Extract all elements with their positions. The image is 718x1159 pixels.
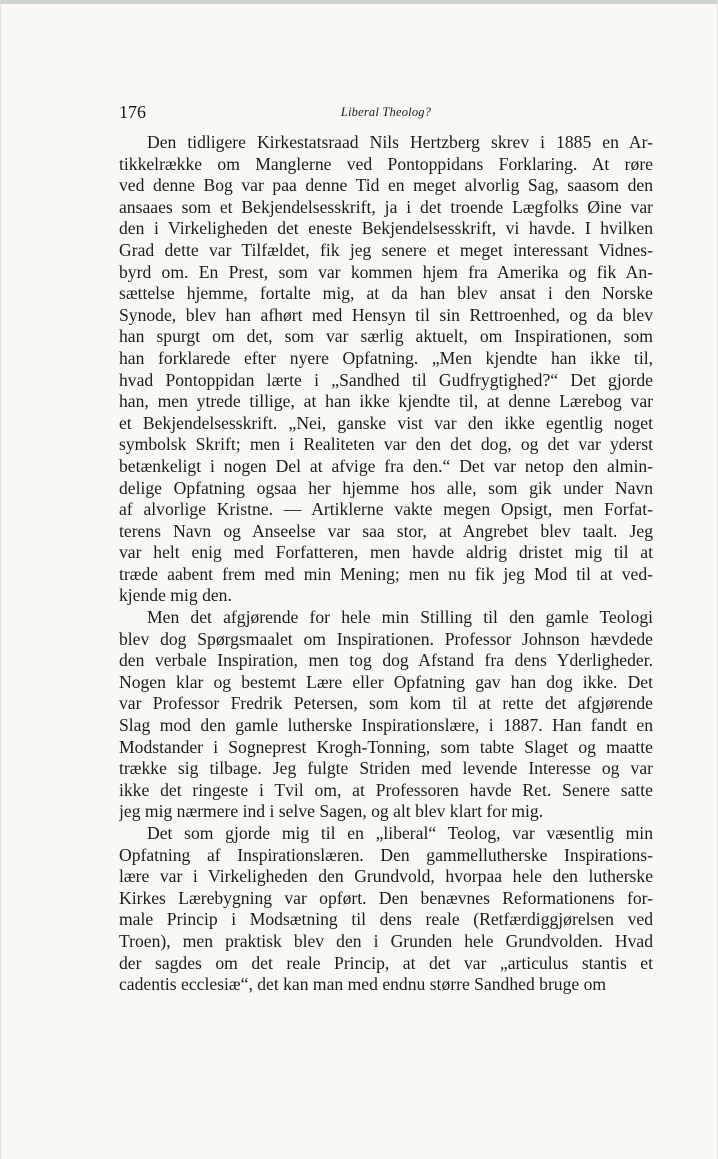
text-line: ansaaes som et Bekjendelsesskrift, ja i det troende Lægfolks Øine var [119, 196, 653, 217]
text-line: af alvorlige Kristne. — Artiklerne vakte megen Opsigt, men Forfat- [119, 499, 653, 520]
text-line: kjende mig den. [119, 585, 232, 606]
paragraph [119, 132, 653, 607]
text-line: der sagdes om det reale Princip, at det var „articulus stantis et [119, 952, 653, 973]
text-line: Slag mod den gamle lutherske Inspirationslære, i 1887. Han fandt en [119, 715, 653, 736]
page-header [119, 100, 653, 124]
text-line: betænkeligt i nogen Del at afvige fra den.“ Det var netop den almin- [119, 455, 653, 476]
body-text [119, 132, 653, 996]
text-line: Opfatning af Inspirationslæren. Den gammellutherske Inspirations- [119, 844, 653, 865]
text-line: Det som gjorde mig til en „liberal“ Teolog, var væsentlig min [147, 823, 653, 843]
text-line: hvad Pontoppidan lærte i „Sandhed til Gudfrygtighed?“ Det gjorde [119, 369, 653, 390]
text-line: lære var i Virkeligheden den Grundvold, hvorpaa hele den lutherske [119, 866, 653, 887]
text-line: trække sig tilbage. Jeg fulgte Striden med levende Interesse og var [119, 758, 653, 779]
text-line: han spurgt om det, som var særlig aktuelt, om Inspirationen, som [119, 326, 653, 347]
text-line: Den tidligere Kirkestatsraad Nils Hertzberg skrev i 1885 en Ar- [147, 132, 653, 152]
text-line: Synode, blev han afhørt med Hensyn til sin Rettroenhed, og da blev [119, 304, 653, 325]
text-line: cadentis ecclesiæ“, det kan man med endnu større Sandhed bruge om [119, 974, 607, 995]
text-line: den i Virkeligheden det eneste Bekjendelsesskrift, vi havde. I hvilken [119, 218, 653, 239]
text-line: Men det afgjørende for hele min Stilling til den gamle Teologi [147, 607, 653, 628]
text-line: sættelse hjemme, fortalte mig, at da han blev ansat i den Norske [119, 283, 653, 304]
text-line: var Professor Fredrik Petersen, som kom til at rette det afgjørende [119, 693, 653, 714]
text-line: Kirkes Lærebygning var opført. Den benævnes Reformationens for- [119, 887, 653, 908]
page-number: 176 [119, 102, 146, 122]
text-line: ikke det ringeste i Tvil om, at Professoren havde Ret. Senere satte [119, 779, 653, 800]
text-line: byrd om. En Prest, som var kommen hjem fra Amerika og fik An- [119, 261, 653, 282]
text-line: træde aabent frem med min Mening; men nu fik jeg Mod til at ved- [119, 563, 653, 584]
text-line: han forklarede efter nyere Opfatning. „Men kjendte han ikke til, [119, 347, 653, 368]
text-line: Modstander i Sogneprest Krogh-Tonning, som tabte Slaget og maatte [119, 736, 653, 757]
text-line: han, men ytrede tillige, at han ikke kjendte til, at denne Lærebog var [119, 391, 653, 412]
running-head: Liberal Theolog? [340, 105, 432, 119]
text-line: Troen), men praktisk blev den i Grunden hele Grundvolden. Hvad [119, 930, 653, 951]
text-line: Grad dette var Tilfældet, fik jeg senere et meget interessant Vidnes- [119, 239, 653, 260]
paragraph [119, 823, 653, 996]
text-line: Nogen klar og bestemt Lære eller Opfatning gav han dog ikke. Det [119, 671, 653, 692]
text-line: delige Opfatning ogsaa her hjemme hos alle, som gik under Navn [119, 477, 653, 498]
text-line: tikkelrække om Manglerne ved Pontoppidans Forklaring. At røre [119, 153, 653, 174]
text-line: jeg mig nærmere ind i selve Sagen, og alt blev klart for mig. [119, 801, 544, 822]
text-line: blev dog Spørgsmaalet om Inspirationen. Professor Johnson hævdede [119, 628, 653, 649]
text-line: symbolsk Skrift; men i Realiteten var den det dog, og det var yderst [119, 434, 653, 455]
text-line: den verbale Inspiration, men tog dog Afstand fra dens Yderligheder. [119, 650, 653, 671]
text-line: male Princip i Modsætning til dens reale (Retfærdiggjørelsen ved [119, 909, 653, 930]
text-line: et Bekjendelsesskrift. „Nei, ganske vist var den ikke egentlig noget [119, 412, 653, 433]
text-line: terens Navn og Anseelse var saa stor, at Angrebet blev taalt. Jeg [119, 520, 653, 541]
text-line: var helt enig med Forfatteren, men havde aldrig dristet mig til at [119, 542, 653, 563]
paragraph [119, 607, 653, 823]
text-line: ved denne Bog var paa denne Tid en meget alvorlig Sag, saasom den [119, 175, 653, 196]
